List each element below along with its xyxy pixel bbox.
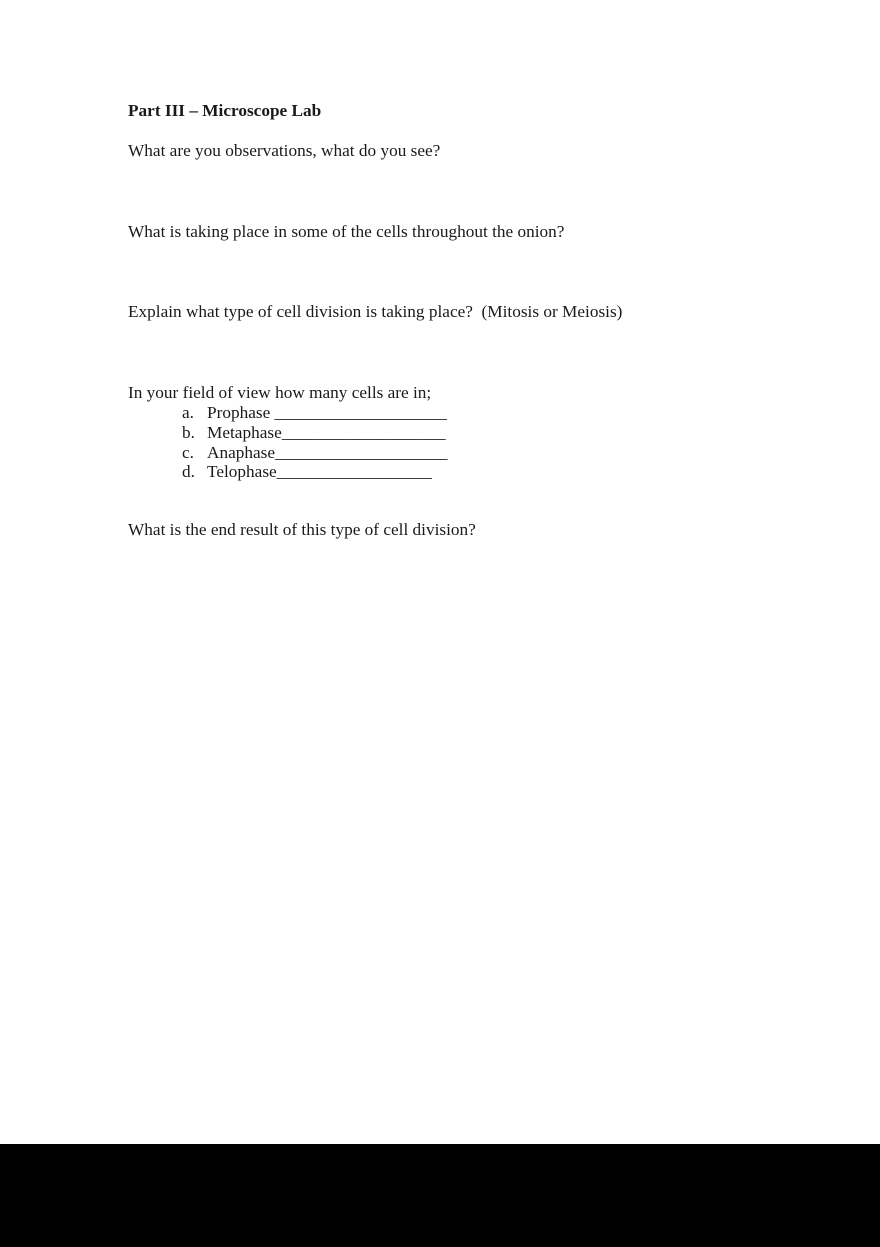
list-marker: c. (182, 442, 194, 462)
letterbox-bottom (0, 1144, 880, 1247)
phase-label-with-blank: Anaphase____________________ (207, 442, 448, 462)
phase-label-with-blank: Telophase__________________ (207, 462, 432, 482)
question-end-result: What is the end result of this type of cell division? (128, 520, 476, 539)
list-item-telophase (182, 462, 448, 482)
question-observations: What are you observations, what do you see? (128, 141, 441, 160)
phase-label-with-blank: Prophase ____________________ (207, 403, 448, 422)
list-marker: b. (182, 422, 195, 442)
question-division-type: Explain what type of cell division is taking place? (Mitosis or Meiosis) (128, 302, 623, 321)
list-marker: a. (182, 403, 194, 422)
list-item-anaphase (182, 443, 448, 463)
section-title: Part III – Microscope Lab (128, 101, 322, 120)
phase-label-with-blank: Metaphase___________________ (207, 422, 446, 442)
question-field-of-view: In your field of view how many cells are in; (128, 383, 432, 402)
list-marker: d. (182, 462, 195, 482)
question-taking-place: What is taking place in some of the cells throughout the onion? (128, 222, 565, 241)
phase-count-list (182, 403, 448, 482)
list-item-prophase (182, 403, 448, 423)
list-item-metaphase (182, 423, 448, 443)
